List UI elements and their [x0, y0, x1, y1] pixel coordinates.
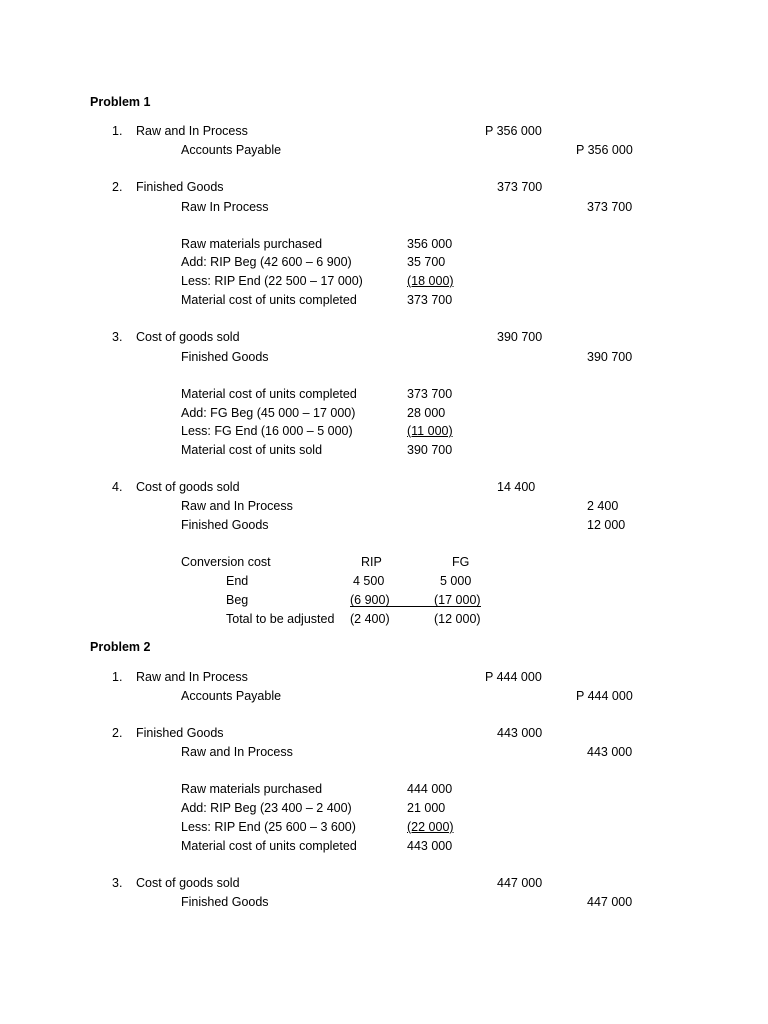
total-underline: [350, 606, 481, 607]
debit-amount: 390 700: [497, 330, 543, 344]
conversion-fg-value: 5 000: [440, 574, 472, 588]
conversion-row-label: End: [226, 574, 249, 588]
credit-amount: 12 000: [587, 518, 626, 532]
credit-amount: 373 700: [587, 200, 633, 214]
conversion-row-label: Beg: [226, 593, 249, 607]
calc-value: 444 000: [407, 782, 453, 796]
debit-amount: 447 000: [497, 876, 543, 890]
entry-number: 1.: [112, 670, 123, 684]
column-header-fg: FG: [452, 555, 470, 569]
conversion-rip-value: (2 400): [350, 612, 390, 626]
calc-label: Add: FG Beg (45 000 – 17 000): [181, 406, 356, 420]
debit-amount: P 356 000: [485, 124, 542, 138]
calc-label: Material cost of units completed: [181, 839, 357, 853]
credit-account: Finished Goods: [181, 518, 269, 532]
entry-number: 3.: [112, 330, 123, 344]
calc-value: 373 700: [407, 293, 453, 307]
credit-amount: 447 000: [587, 895, 633, 909]
calc-value: 21 000: [407, 801, 446, 815]
problem-2-title: Problem 2: [90, 640, 151, 654]
calc-value: (11 000): [407, 424, 453, 438]
calc-value: 443 000: [407, 839, 453, 853]
debit-account: Raw and In Process: [136, 670, 248, 684]
calc-value: (18 000): [407, 274, 454, 288]
calc-label: Less: RIP End (25 600 – 3 600): [181, 820, 356, 834]
calc-value: 35 700: [407, 255, 446, 269]
conversion-fg-value: (12 000): [434, 612, 481, 626]
debit-account: Cost of goods sold: [136, 480, 240, 494]
conversion-rip-value: (6 900): [350, 593, 390, 607]
entry-number: 4.: [112, 480, 123, 494]
calc-label: Material cost of units completed: [181, 293, 357, 307]
problem-1-title: Problem 1: [90, 95, 151, 109]
entry-number: 3.: [112, 876, 123, 890]
entry-number: 2.: [112, 180, 123, 194]
credit-account: Accounts Payable: [181, 143, 282, 157]
calc-value: (22 000): [407, 820, 454, 834]
calc-label: Raw materials purchased: [181, 237, 323, 251]
calc-value: 373 700: [407, 387, 453, 401]
calc-label: Material cost of units completed: [181, 387, 357, 401]
credit-account: Accounts Payable: [181, 689, 282, 703]
calc-value: 356 000: [407, 237, 453, 251]
credit-amount: P 356 000: [576, 143, 633, 157]
credit-account: Finished Goods: [181, 350, 269, 364]
credit-amount: 443 000: [587, 745, 633, 759]
credit-amount: P 444 000: [576, 689, 633, 703]
credit-account: Raw In Process: [181, 200, 269, 214]
debit-account: Raw and In Process: [136, 124, 248, 138]
debit-account: Cost of goods sold: [136, 876, 240, 890]
credit-amount: 2 400: [587, 499, 619, 513]
entry-number: 2.: [112, 726, 123, 740]
calc-value: 28 000: [407, 406, 446, 420]
credit-account: Raw and In Process: [181, 499, 293, 513]
debit-account: Cost of goods sold: [136, 330, 240, 344]
debit-amount: 373 700: [497, 180, 543, 194]
debit-amount: P 444 000: [485, 670, 542, 684]
entry-number: 1.: [112, 124, 123, 138]
calc-label: Less: RIP End (22 500 – 17 000): [181, 274, 363, 288]
conversion-cost-title: Conversion cost: [181, 555, 271, 569]
calc-value: 390 700: [407, 443, 453, 457]
conversion-rip-value: 4 500: [353, 574, 385, 588]
column-header-rip: RIP: [361, 555, 382, 569]
debit-amount: 443 000: [497, 726, 543, 740]
calc-label: Add: RIP Beg (23 400 – 2 400): [181, 801, 352, 815]
debit-account: Finished Goods: [136, 180, 224, 194]
calc-label: Material cost of units sold: [181, 443, 323, 457]
calc-label: Add: RIP Beg (42 600 – 6 900): [181, 255, 352, 269]
conversion-row-label: Total to be adjusted: [226, 612, 335, 626]
debit-amount: 14 400: [497, 480, 536, 494]
calc-label: Raw materials purchased: [181, 782, 323, 796]
conversion-fg-value: (17 000): [434, 593, 481, 607]
calc-label: Less: FG End (16 000 – 5 000): [181, 424, 353, 438]
credit-amount: 390 700: [587, 350, 633, 364]
credit-account: Raw and In Process: [181, 745, 293, 759]
credit-account: Finished Goods: [181, 895, 269, 909]
debit-account: Finished Goods: [136, 726, 224, 740]
